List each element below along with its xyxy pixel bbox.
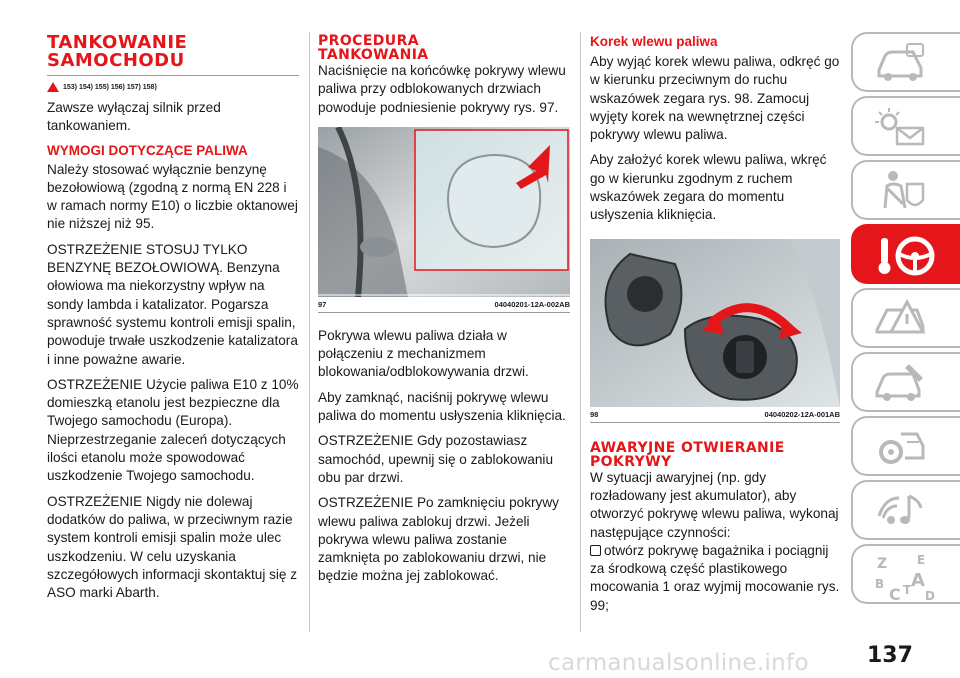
fuel-flap-closed-illustration	[318, 127, 570, 297]
tab-index[interactable]	[851, 544, 960, 604]
column-3	[590, 0, 840, 615]
tab-maintenance[interactable]	[851, 352, 960, 412]
warning-lights-icon	[871, 104, 931, 150]
figure-code: 04040201-12A-002AB	[494, 299, 570, 309]
paragraph-fuel-spec: Należy stosować wyłącznie benzynę bezołowiową (zgodną z normą EN 228 i w ramach normy E10) o liczbie oktanowej nie niższej niż 95.	[47, 161, 298, 232]
section-title-procedure: PROCEDURA TANKOWANIA	[318, 33, 429, 63]
page-number: 137	[867, 643, 913, 668]
title-rule	[47, 75, 299, 76]
index-letters-icon	[871, 552, 941, 602]
paragraph-procedure-intro: Naciśnięcie na końcówkę pokrywy wlewu paliwa przy odblokowanych drzwiach powoduje podniesienie pokrywy rys. 97.	[318, 63, 566, 115]
subheading-fuel-requirements: WYMOGI DOTYCZĄCE PALIWA	[47, 142, 248, 158]
figure-code: 04040202-12A-001AB	[764, 409, 840, 419]
paragraph-warning-e10: OSTRZEŻENIE Użycie paliwa E10 z 10% domieszką etanolu jest bezpieczne dla Twojego samochodu (Europa). Nieprzestrzeganie zaleceń dotyczących ilości etanolu może spowodować uszkodzenie Twojego samochodu.	[47, 376, 299, 484]
paragraph-warning-additives: OSTRZEŻENIE Nigdy nie dolewaj dodatków do paliwa, w przeciwnym razie system kontroli emisji spalin może ulec uszkodzeniu. W celu uzyskania szczegółowych informacji skontaktuj się z ASO marki Abarth.	[47, 493, 298, 601]
fuel-cap-open-illustration	[590, 239, 840, 407]
figure-97-caption	[318, 297, 570, 313]
figure-98-caption	[590, 407, 840, 423]
index-letter: Z	[877, 556, 888, 572]
paragraph-emergency-intro: W sytuacji awaryjnej (np. gdy rozładowany jest akumulator), aby otworzyć pokrywę wlewu paliwa, wykonaj następujące czynności:	[590, 469, 839, 540]
watermark: carmanualsonline.info	[548, 650, 809, 676]
warning-references: 153) 154) 155) 156) 157) 158)	[47, 82, 299, 92]
paragraph-close-flap: Aby zamknąć, naciśnij pokrywę wlewu paliwa do momentu usłyszenia kliknięcia.	[318, 389, 566, 424]
index-letter: T	[903, 583, 912, 597]
paragraph-install-cap: Aby założyć korek wlewu paliwa, wkręć go w kierunku zgodnym z ruchem wskazówek zegara do momentu usłyszenia kliknięcia.	[590, 152, 827, 223]
maintenance-car-icon	[871, 360, 931, 406]
figure-98-photo	[590, 239, 840, 407]
multimedia-icon	[871, 488, 931, 534]
paragraph-engine-off: Zawsze wyłączaj silnik przed tankowaniem.	[47, 100, 221, 134]
tab-technical-data[interactable]	[851, 416, 960, 476]
index-letter: E	[917, 553, 926, 567]
figure-number: 98	[590, 409, 599, 419]
tab-warning-lights[interactable]	[851, 96, 960, 156]
key-steering-wheel-icon	[871, 232, 941, 278]
breakdown-triangle-icon	[871, 296, 931, 342]
tab-safety[interactable]	[851, 160, 960, 220]
car-info-icon	[871, 40, 931, 86]
figure-97-photo	[318, 127, 570, 297]
index-letter: B	[875, 577, 885, 591]
tab-emergency[interactable]	[851, 288, 960, 348]
section-title-refueling: TANKOWANIE SAMOCHODU	[47, 32, 188, 71]
paragraph-warning-after-close: OSTRZEŻENIE Po zamknięciu pokrywy wlewu paliwa zablokuj drzwi. Jeżeli pokrywa wlewu paliwa zostanie zamknięta po zablokowaniu drzwi, nie będzie można jej zablokować.	[318, 495, 559, 584]
column-1	[47, 0, 299, 602]
tab-multimedia[interactable]	[851, 480, 960, 540]
tab-starting-driving[interactable]	[851, 224, 960, 284]
tab-car-info[interactable]	[851, 32, 960, 92]
paragraph-remove-cap: Aby wyjąć korek wlewu paliwa, odkręć go w kierunku przeciwnym do ruchu wskazówek zegara rys. 98. Zamocuj wyjęty korek na wewnętrznej części pokrywy wlewu paliwa.	[590, 54, 840, 143]
paragraph-emergency-step-1: otwórz pokrywę bagażnika i pociągnij za środkową część plastikowego mocowania 1 oraz wyjmij mocowanie rys. 99;	[590, 542, 840, 613]
paragraph-warning-leave: OSTRZEŻENIE Gdy pozostawiasz samochód, upewnij się o zablokowaniu obu par drzwi.	[318, 433, 554, 485]
section-title-emergency-opening: AWARYJNE OTWIERANIE POKRYWY	[590, 439, 785, 470]
column-2	[318, 0, 570, 586]
paragraph-lock-link: Pokrywa wlewu paliwa działa w połączeniu z mechanizmem blokowania/odblokowywania drzwi.	[318, 327, 529, 380]
paragraph-warning-unleaded: OSTRZEŻENIE STOSUJ TYLKO BENZYNĘ BEZOŁOWIOWĄ. Benzyna ołowiowa ma niekorzystny wpływ na sondy lambda i katalizator. Pogarsza sprawność systemu kontroli emisji spalin, powoduje trwałe uszkodzenie katalizatora i inne poważne awarie.	[47, 241, 298, 367]
index-letter: D	[925, 589, 935, 602]
tech-data-icon	[871, 424, 931, 470]
checkbox-bullet-icon	[590, 545, 601, 556]
subheading-fuel-cap: Korek wlewu paliwa	[590, 34, 718, 49]
figure-number: 97	[318, 299, 327, 309]
seatbelt-safety-icon	[871, 168, 931, 214]
index-letter: C	[889, 585, 901, 602]
warning-triangle-icon	[47, 82, 59, 92]
index-letter: A	[911, 570, 925, 591]
